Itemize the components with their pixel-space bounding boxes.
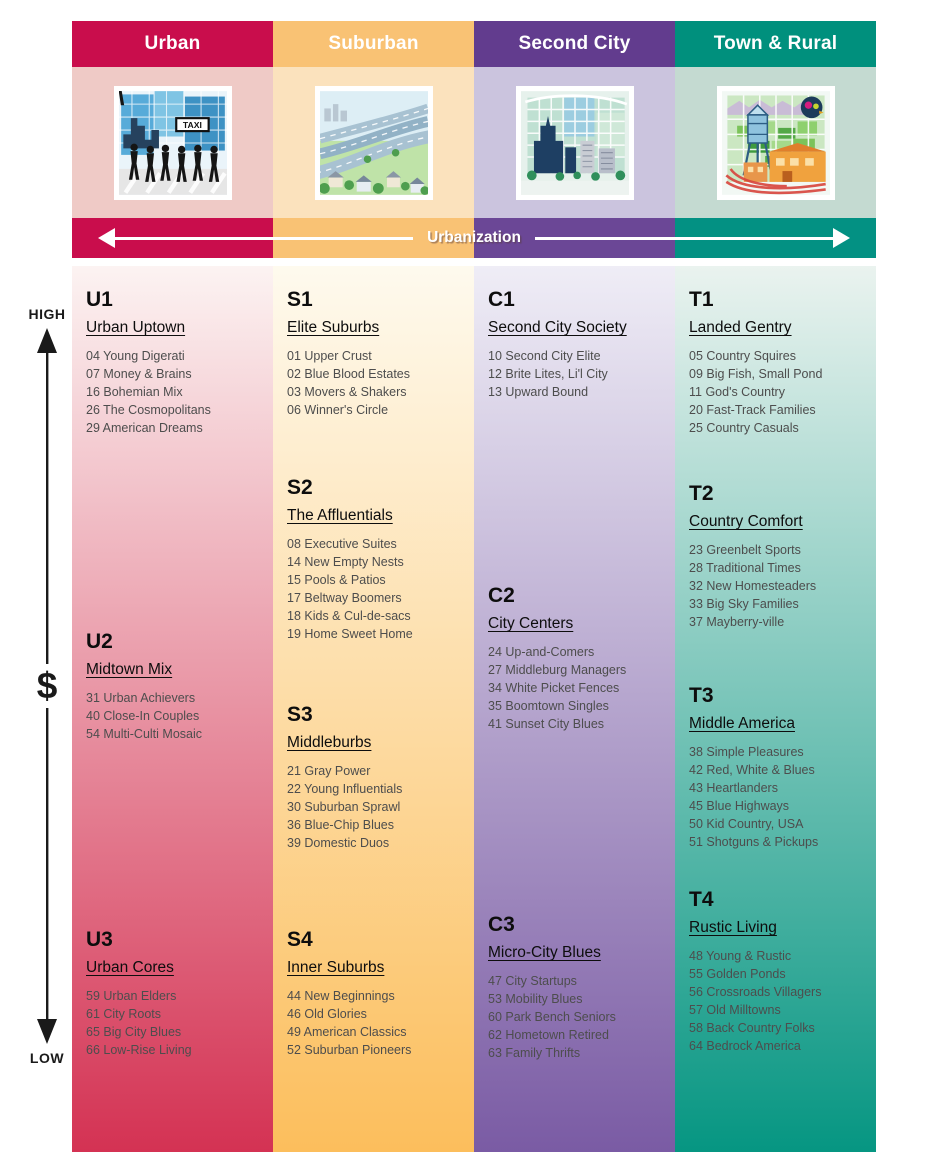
income-axis-down-arrow-icon (34, 708, 60, 1046)
segment-item: 66 Low-Rise Living (86, 1043, 192, 1057)
group-code-S1: S1 (287, 288, 313, 311)
segment-item: 54 Multi-Culti Mosaic (86, 727, 203, 741)
column-spacer-second-city (474, 258, 675, 266)
segment-item: 22 Young Influentials (287, 782, 403, 796)
dollar-icon: $ (36, 665, 58, 706)
segment-item: 49 American Classics (287, 1025, 407, 1039)
group-code-S4: S4 (287, 928, 313, 951)
urban-illustration-card (114, 86, 232, 200)
group-S3 (287, 703, 468, 852)
segment-item: 52 Suburban Pioneers (287, 1043, 412, 1057)
column-second-city (474, 21, 675, 1152)
illustration-band-second-city (474, 67, 675, 218)
segment-item: 42 Red, White & Blues (689, 763, 815, 777)
group-code-C1: C1 (488, 288, 515, 311)
segment-item: 32 New Homesteaders (689, 579, 817, 593)
group-code-C3: C3 (488, 913, 515, 936)
group-code-C2: C2 (488, 584, 515, 607)
column-town-rural (675, 21, 876, 1152)
segment-item: 55 Golden Ponds (689, 967, 786, 981)
group-T2 (689, 482, 870, 631)
column-body-town-rural (675, 266, 876, 1152)
segment-item: 23 Greenbelt Sports (689, 543, 801, 557)
group-name-C1: Second City Society (488, 319, 627, 336)
group-name-U3: Urban Cores (86, 959, 174, 976)
urbanization-bar-segment-suburban (273, 218, 474, 258)
group-name-S2: The Affluentials (287, 507, 393, 524)
segment-item: 47 City Startups (488, 974, 577, 988)
segment-item: 02 Blue Blood Estates (287, 367, 410, 381)
segment-item: 53 Mobility Blues (488, 992, 583, 1006)
segment-item: 13 Upward Bound (488, 385, 589, 399)
suburban-illustration-card (315, 86, 433, 200)
urbanization-label: Urbanization (427, 229, 521, 246)
segment-item: 37 Mayberry-ville (689, 615, 785, 629)
income-axis (16, 306, 78, 1066)
group-code-U3: U3 (86, 928, 113, 951)
urban-illustration (119, 91, 227, 195)
svg-text:TAXI: TAXI (182, 119, 202, 130)
column-header-town-rural: Town & Rural (675, 21, 876, 67)
group-C1 (488, 288, 669, 401)
column-body-suburban (273, 266, 474, 1152)
group-name-U2: Midtown Mix (86, 661, 173, 678)
urbanization-bar-segment-urban (72, 218, 273, 258)
group-name-U1: Urban Uptown (86, 319, 186, 336)
group-name-S4: Inner Suburbs (287, 959, 385, 976)
segment-item: 16 Bohemian Mix (86, 385, 183, 399)
illustration-band-town-rural (675, 67, 876, 218)
income-high-label: HIGH (28, 306, 66, 322)
segment-item: 43 Heartlanders (689, 781, 778, 795)
segment-item: 26 The Cosmopolitans (86, 403, 211, 417)
segment-item: 10 Second City Elite (488, 349, 601, 363)
group-name-T3: Middle America (689, 715, 795, 732)
segment-item: 09 Big Fish, Small Pond (689, 367, 823, 381)
segment-item: 01 Upper Crust (287, 349, 372, 363)
segment-item: 60 Park Bench Seniors (488, 1010, 616, 1024)
group-T3 (689, 684, 870, 851)
segment-item: 44 New Beginnings (287, 989, 395, 1003)
segment-item: 24 Up-and-Comers (488, 645, 595, 659)
segment-item: 40 Close-In Couples (86, 709, 200, 723)
segment-item: 18 Kids & Cul-de-sacs (287, 609, 411, 623)
segment-item: 50 Kid Country, USA (689, 817, 804, 831)
segment-item: 61 City Roots (86, 1007, 162, 1021)
segment-item: 17 Beltway Boomers (287, 591, 402, 605)
segment-item: 20 Fast-Track Families (689, 403, 816, 417)
segment-item: 05 Country Squires (689, 349, 797, 363)
group-code-T4: T4 (689, 888, 714, 911)
segment-item: 28 Traditional Times (689, 561, 801, 575)
group-code-S2: S2 (287, 476, 313, 499)
segment-item: 06 Winner's Circle (287, 403, 389, 417)
suburban-illustration (320, 91, 428, 195)
group-T1 (689, 288, 870, 437)
segment-item: 15 Pools & Patios (287, 573, 386, 587)
group-code-T3: T3 (689, 684, 714, 707)
segment-item: 35 Boomtown Singles (488, 699, 609, 713)
group-T4 (689, 888, 870, 1055)
segment-item: 51 Shotguns & Pickups (689, 835, 819, 849)
group-name-T4: Rustic Living (689, 919, 777, 936)
column-urban (72, 21, 273, 1152)
group-U2 (86, 630, 267, 743)
group-U3 (86, 928, 267, 1059)
segment-item: 46 Old Glories (287, 1007, 367, 1021)
segment-item: 21 Gray Power (287, 764, 371, 778)
column-header-suburban: Suburban (273, 21, 474, 67)
segment-item: 36 Blue-Chip Blues (287, 818, 395, 832)
income-axis-up-arrow-icon (34, 326, 60, 664)
segment-item: 64 Bedrock America (689, 1039, 801, 1053)
illustration-band-urban (72, 67, 273, 218)
group-name-T2: Country Comfort (689, 513, 803, 530)
column-suburban (273, 21, 474, 1152)
segment-item: 39 Domestic Duos (287, 836, 390, 850)
group-code-S3: S3 (287, 703, 313, 726)
column-header-urban: Urban (72, 21, 273, 67)
column-body-second-city (474, 266, 675, 1152)
group-code-T1: T1 (689, 288, 714, 311)
group-name-S3: Middleburbs (287, 734, 372, 751)
group-C3 (488, 913, 669, 1062)
segment-item: 34 White Picket Fences (488, 681, 620, 695)
board (72, 21, 876, 1152)
segment-item: 30 Suburban Sprawl (287, 800, 401, 814)
segment-item: 48 Young & Rustic (689, 949, 792, 963)
segment-item: 03 Movers & Shakers (287, 385, 407, 399)
town-rural-illustration-card (717, 86, 835, 200)
segment-item: 19 Home Sweet Home (287, 627, 413, 641)
column-spacer-town-rural (675, 258, 876, 266)
group-name-C2: City Centers (488, 615, 574, 632)
income-low-label: LOW (29, 1050, 65, 1066)
column-spacer-suburban (273, 258, 474, 266)
town-rural-illustration (722, 91, 830, 195)
segment-item: 14 New Empty Nests (287, 555, 404, 569)
segment-item: 45 Blue Highways (689, 799, 790, 813)
column-body-urban (72, 266, 273, 1152)
segment-item: 56 Crossroads Villagers (689, 985, 822, 999)
group-name-C3: Micro-City Blues (488, 944, 601, 961)
segment-item: 25 Country Casuals (689, 421, 799, 435)
segment-item: 07 Money & Brains (86, 367, 192, 381)
segment-item: 33 Big Sky Families (689, 597, 799, 611)
group-name-T1: Landed Gentry (689, 319, 792, 336)
group-S4 (287, 928, 468, 1059)
segment-item: 12 Brite Lites, Li'l City (488, 367, 608, 381)
urbanization-bar-segment-town-rural (675, 218, 876, 258)
group-code-U1: U1 (86, 288, 113, 311)
segment-item: 11 God's Country (689, 385, 785, 399)
group-U1 (86, 288, 267, 437)
urbanization-bar-segment-second-city (474, 218, 675, 258)
segment-item: 08 Executive Suites (287, 537, 397, 551)
group-S1 (287, 288, 468, 419)
group-name-S1: Elite Suburbs (287, 319, 380, 336)
segment-item: 65 Big City Blues (86, 1025, 182, 1039)
segment-item: 58 Back Country Folks (689, 1021, 815, 1035)
segment-item: 31 Urban Achievers (86, 691, 196, 705)
column-header-second-city: Second City (474, 21, 675, 67)
illustration-band-suburban (273, 67, 474, 218)
group-S2 (287, 476, 468, 643)
segment-item: 59 Urban Elders (86, 989, 177, 1003)
group-C2 (488, 584, 669, 733)
second-city-illustration (521, 91, 629, 195)
segment-item: 04 Young Digerati (86, 349, 185, 363)
segment-item: 29 American Dreams (86, 421, 203, 435)
column-spacer-urban (72, 258, 273, 266)
second-city-illustration-card (516, 86, 634, 200)
segment-item: 63 Family Thrifts (488, 1046, 581, 1060)
segment-item: 41 Sunset City Blues (488, 717, 605, 731)
group-code-T2: T2 (689, 482, 714, 505)
segment-item: 38 Simple Pleasures (689, 745, 804, 759)
segment-item: 57 Old Milltowns (689, 1003, 781, 1017)
group-code-U2: U2 (86, 630, 113, 653)
segment-item: 27 Middleburg Managers (488, 663, 627, 677)
segment-item: 62 Hometown Retired (488, 1028, 609, 1042)
